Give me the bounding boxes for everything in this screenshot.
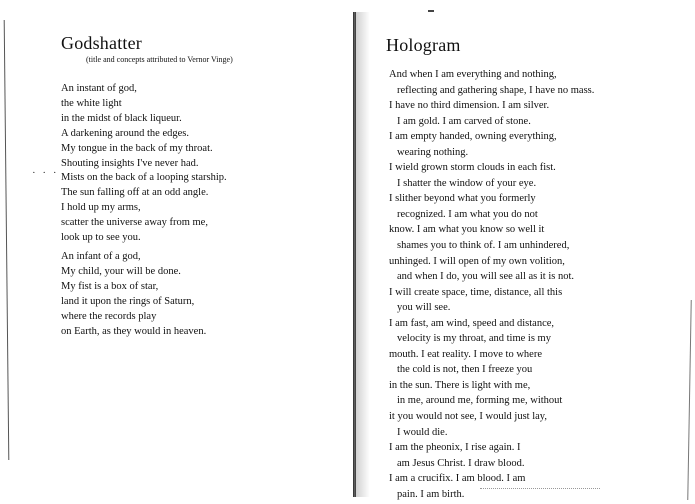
poem-line: And when I am everything and nothing, — [389, 69, 557, 80]
poem-line: mouth. I eat reality. I move to where — [389, 348, 542, 360]
poem-title-hologram: Hologram — [386, 35, 461, 55]
poem-line: An instant of god, — [61, 83, 137, 94]
poem-line: I shatter the window of your eye. — [397, 177, 537, 189]
poem-line: recognized. I am what you do not — [397, 208, 538, 220]
poem-line: where the records play — [61, 310, 157, 322]
poem-line: unhinged. I will open of my own volition, — [389, 255, 565, 267]
stanza-1 — [61, 82, 227, 246]
poem-line: A darkening around the edges. — [61, 127, 190, 139]
poem-line: in the midst of black liqueur. — [61, 112, 182, 124]
poem-line: wearing nothing. — [397, 146, 469, 158]
poem-line: it you would not see, I would just lay, — [389, 411, 547, 423]
poem-line: the white light — [61, 97, 122, 109]
margin-dots: · · · — [32, 167, 59, 179]
poem-line: I am empty handed, owning everything, — [389, 131, 557, 143]
poem-line: in me, around me, forming me, without — [397, 395, 563, 407]
poem-line: scatter the universe away from me, — [61, 217, 208, 229]
poem-line: My tongue in the back of my throat. — [61, 142, 213, 154]
poem-line: I am gold. I am carved of stone. — [397, 115, 531, 127]
poem-line: The sun falling off at an odd angle. — [61, 187, 209, 199]
poem-line: An infant of a god, — [61, 251, 141, 262]
poem-line: My fist is a box of star, — [61, 280, 159, 292]
poem-line: reflecting and gathering shape, I have no mass. — [397, 84, 595, 96]
poem-line: velocity is my throat, and time is my — [397, 333, 551, 345]
poem-line: I am the pheonix, I rise again. I — [389, 442, 521, 454]
poem-line: look up to see you. — [61, 232, 141, 244]
poem-line: am Jesus Christ. I draw blood. — [397, 457, 525, 469]
poem-title-godshatter: Godshatter — [61, 33, 142, 53]
poem-line: I would die. — [397, 426, 448, 438]
poem-line: I hold up my arms, — [61, 202, 141, 214]
poem-line: My child, your will be done. — [61, 265, 181, 277]
poem-line: Shouting insights I've never had. — [61, 157, 199, 169]
poem-line: the cold is not, then I freeze you — [397, 364, 533, 376]
poem-line: I slither beyond what you formerly — [389, 193, 536, 205]
poem-line: and when I do, you will see all as it is not. — [397, 271, 575, 283]
right-page — [356, 0, 695, 504]
hologram-poem — [389, 67, 594, 502]
poem-line: shames you to think of. I am unhindered, — [397, 240, 570, 252]
poem-line: I am a crucifix. I am blood. I am — [389, 473, 526, 485]
poem-line: know. I am what you know so well it — [389, 224, 545, 236]
poem-line: I wield grown storm clouds in each fist. — [389, 162, 556, 174]
poem-line: I am fast, am wind, speed and distance, — [389, 317, 555, 329]
poem-line: I have no third dimension. I am silver. — [389, 100, 550, 112]
poem-line: pain. I am birth. — [397, 488, 465, 500]
stanza-2 — [61, 250, 206, 339]
poem-line: in the sun. There is light with me, — [389, 379, 531, 391]
poem-line: you will see. — [397, 302, 451, 314]
poem-line: on Earth, as they would in heaven. — [61, 325, 207, 337]
poem-line: land it upon the rings of Saturn, — [61, 295, 195, 307]
poem-line: I will create space, time, distance, all this — [389, 286, 563, 298]
poem-line: Mists on the back of a looping starship. — [61, 172, 227, 184]
poem-subtitle: (title and concepts attributed to Vernor Vinge) — [86, 55, 233, 64]
